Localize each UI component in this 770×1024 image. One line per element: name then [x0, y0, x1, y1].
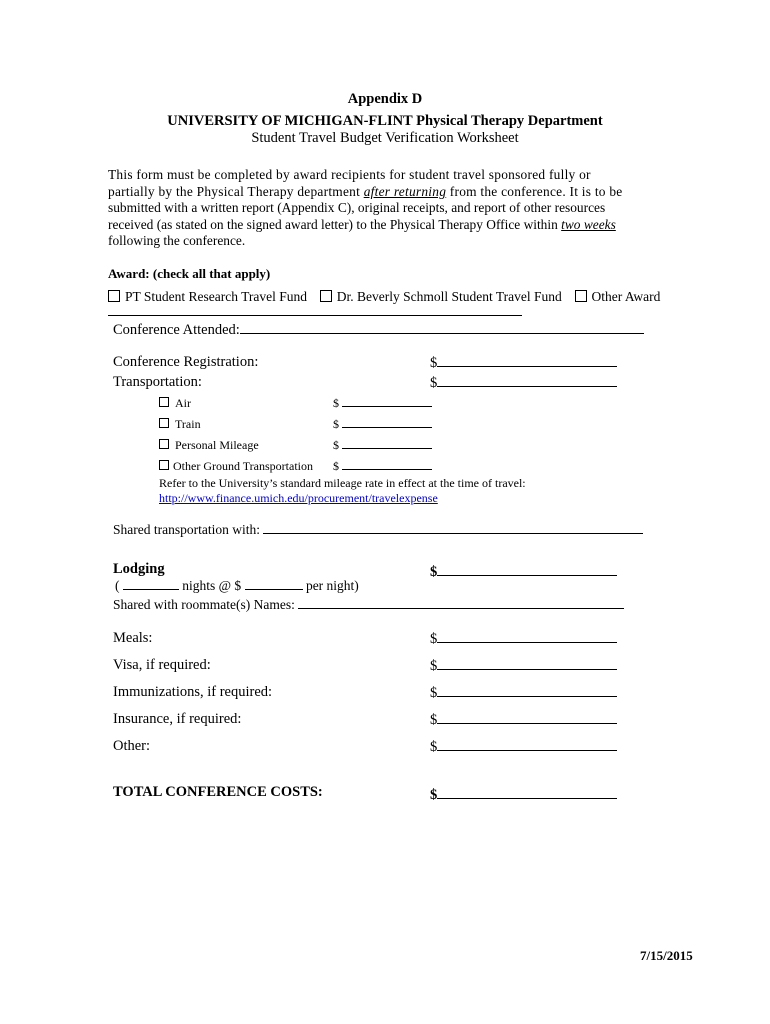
checkbox-icon[interactable]	[159, 418, 169, 428]
checkbox-icon[interactable]	[320, 290, 332, 302]
total-amount: $	[430, 784, 617, 804]
conference-registration-field[interactable]	[437, 354, 617, 367]
conference-registration-amount: $	[430, 354, 617, 372]
air-amount-field[interactable]	[342, 396, 432, 407]
intro-line-2: partially by the Physical Therapy department after returning from the conference. It is to be	[108, 183, 623, 199]
award-option-other[interactable]: Other Award	[575, 289, 661, 304]
roommates-field[interactable]	[298, 597, 624, 609]
intro-paragraph	[108, 167, 648, 250]
total-label: TOTAL CONFERENCE COSTS:	[113, 784, 323, 800]
train-amount-field[interactable]	[342, 417, 432, 428]
lodging-field[interactable]	[437, 561, 617, 576]
checkbox-icon[interactable]	[108, 290, 120, 302]
personal-mileage-amount: $	[333, 438, 432, 453]
shared-transport-label: Shared transportation with:	[113, 522, 260, 537]
award-option-pt-research[interactable]: PT Student Research Travel Fund	[108, 289, 307, 304]
transport-option-air[interactable]: Air	[159, 396, 191, 411]
other-field[interactable]	[437, 738, 617, 751]
visa-label: Visa, if required:	[113, 657, 211, 673]
footer-date: 7/15/2015	[640, 948, 693, 963]
shared-transport-field[interactable]	[263, 522, 643, 534]
insurance-field[interactable]	[437, 711, 617, 724]
lodging-label: Lodging	[113, 561, 165, 577]
award-options	[108, 289, 660, 305]
other-ground-amount-field[interactable]	[342, 459, 432, 470]
air-amount: $	[333, 396, 432, 411]
two-weeks-emphasis: two weeks	[561, 216, 616, 232]
checkbox-icon[interactable]	[159, 397, 169, 407]
immunizations-label: Immunizations, if required:	[113, 684, 273, 700]
other-amount: $	[430, 738, 617, 756]
insurance-amount: $	[430, 711, 617, 729]
total-field[interactable]	[437, 784, 617, 799]
conference-attended-label: Conference Attended:	[113, 322, 240, 338]
roommates-label: Shared with roommate(s) Names:	[113, 597, 295, 612]
insurance-label: Insurance, if required:	[113, 711, 242, 727]
appendix-label: Appendix D	[347, 91, 423, 107]
conference-attended-field[interactable]	[240, 319, 644, 334]
other-ground-amount: $	[333, 459, 432, 474]
award-label: Award: (check all that apply)	[108, 266, 271, 281]
intro-line-4: received (as stated on the signed award letter) to the Physical Therapy Office within two weeks	[108, 216, 616, 232]
meals-field[interactable]	[437, 630, 617, 643]
other-label: Other:	[113, 738, 151, 754]
train-amount: $	[333, 417, 432, 432]
conference-registration-label: Conference Registration:	[113, 354, 259, 370]
award-option-schmoll[interactable]: Dr. Beverly Schmoll Student Travel Fund	[320, 289, 562, 304]
form-title: Student Travel Budget Verification Worksheet	[251, 130, 519, 146]
mileage-rate-link[interactable]: http://www.finance.umich.edu/procurement/travelexpense	[159, 491, 438, 505]
intro-line-5: following the conference.	[108, 233, 246, 249]
conference-attended-row	[113, 319, 644, 339]
transport-option-train[interactable]: Train	[159, 417, 201, 432]
lodging-amount: $	[430, 561, 617, 581]
meals-amount: $	[430, 630, 617, 648]
personal-mileage-amount-field[interactable]	[342, 438, 432, 449]
checkbox-icon[interactable]	[159, 439, 169, 449]
nightly-rate-field[interactable]	[245, 578, 303, 590]
immunizations-amount: $	[430, 684, 617, 702]
after-returning-emphasis: after returning	[363, 183, 447, 199]
visa-field[interactable]	[437, 657, 617, 670]
transportation-amount: $	[430, 374, 617, 392]
mileage-link-row	[159, 491, 438, 506]
intro-line-3: submitted with a written report (Appendix C), original receipts, and report of other resources	[108, 200, 606, 216]
immunizations-field[interactable]	[437, 684, 617, 697]
nights-row: ( nights @ $ per night)	[115, 578, 359, 593]
meals-label: Meals:	[113, 630, 153, 646]
intro-line-1: This form must be completed by award recipients for student travel sponsored fully or	[108, 167, 591, 182]
transport-option-other-ground[interactable]: Other Ground Transportation	[159, 459, 313, 474]
transportation-field[interactable]	[437, 374, 617, 387]
shared-transport-row	[113, 522, 643, 538]
roommates-row	[113, 597, 624, 613]
other-award-line[interactable]	[108, 315, 522, 316]
mileage-note: Refer to the University’s standard mileage rate in effect at the time of travel:	[159, 476, 526, 490]
nights-count-field[interactable]	[123, 578, 179, 590]
transportation-label: Transportation:	[113, 374, 202, 390]
transport-option-personal-mileage[interactable]: Personal Mileage	[159, 438, 259, 453]
org-title: UNIVERSITY OF MICHIGAN-FLINT Physical Therapy Department	[167, 113, 603, 129]
checkbox-icon[interactable]	[575, 290, 587, 302]
visa-amount: $	[430, 657, 617, 675]
checkbox-icon[interactable]	[159, 460, 169, 470]
